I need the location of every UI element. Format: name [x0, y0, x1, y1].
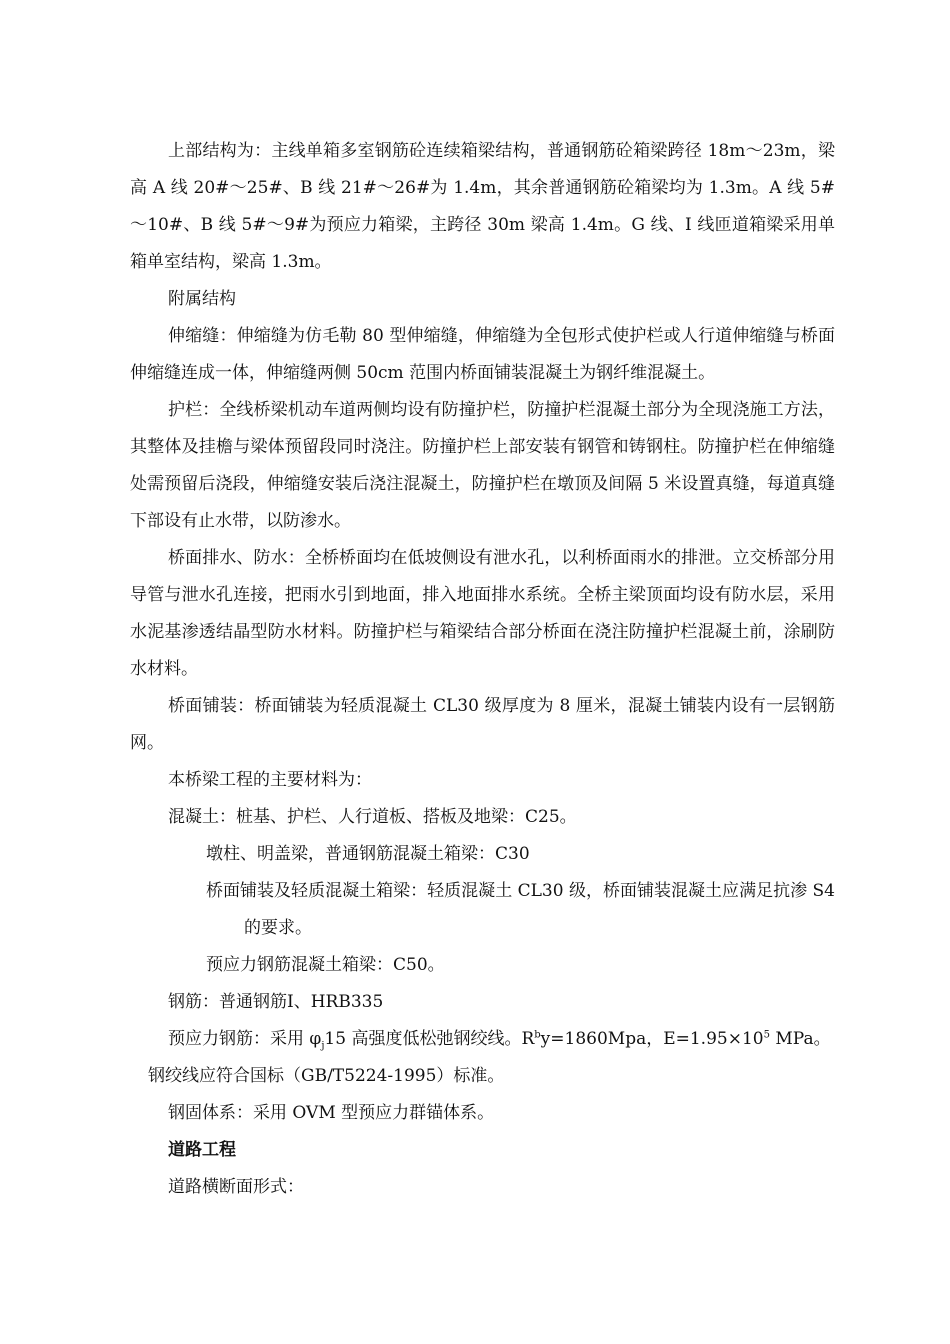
exponent-superscript: 5: [763, 1029, 770, 1041]
paragraph-guardrail: 护栏：全线桥梁机动车道两侧均设有防撞护栏，防撞护栏混凝土部分为全现浇施工方法，其整体及挂檐与梁体预留段同时浇注。防撞护栏上部安装有钢管和铸钢柱。防撞护栏在伸缩缝处需预留后浇段，伸缩缝安装后浇注混凝土，防撞护栏在墩顶及间隔 5 米设置真缝，每道真缝下部设有止水带，以防渗水。: [130, 400, 835, 531]
paragraph-superstructure: 上部结构为：主线单箱多室钢筋砼连续箱梁结构，普通钢筋砼箱梁跨径 18m～23m，梁高 A 线 20#～25#、B 线 21#～26#为 1.4m，其余普通钢筋砼箱梁均为 1.3m。A 线 5#～10#、B 线 5#～9#为预应力箱梁，主跨径 30m 梁高 1.4m。G 线、I 线匝道箱梁采用单箱单室结构，梁高 1.3m。: [130, 141, 835, 272]
phi-subscript: j: [321, 1040, 325, 1052]
paragraph-pier-columns: 墩柱、明盖梁，普通钢筋混凝土箱梁：C30: [206, 844, 530, 864]
paragraph-rebar: 钢筋：普通钢筋Ⅰ、HRB335: [168, 992, 384, 1012]
paragraph-prestressed-steel: [130, 1021, 835, 1058]
prestressed-text-a: 预应力钢筋：采用 φ: [168, 1029, 322, 1049]
prestressed-text-d: MPa。: [769, 1029, 831, 1049]
paragraph-anchorage: 钢固体系：采用 OVM 型预应力群锚体系。: [168, 1103, 495, 1123]
paragraph-strand-standard: 钢绞线应符合国标（GB/T5224-1995）标准。: [148, 1066, 505, 1086]
paragraph-expansion-joint: 伸缩缝：伸缩缝为仿毛勒 80 型伸缩缝，伸缩缝为全包形式使护栏或人行道伸缩缝与桥面伸缩缝连成一体，伸缩缝两侧 50cm 范围内桥面铺装混凝土为钢纤维混凝土。: [130, 326, 835, 383]
paragraph-concrete: 混凝土：桩基、护栏、人行道板、搭板及地梁：C25。: [168, 807, 577, 827]
prestressed-text-b: 15 高强度低松弛钢绞线。R: [324, 1029, 535, 1049]
paragraph-ancillary-heading: 附属结构: [168, 289, 236, 309]
paragraph-lightweight-concrete: 桥面铺装及轻质混凝土箱梁：轻质混凝土 CL30 级，桥面铺装混凝土应满足抗渗 S4 的要求。: [206, 881, 835, 938]
paragraph-drainage-waterproofing: 桥面排水、防水：全桥桥面均在低坡侧设有泄水孔，以利桥面雨水的排泄。立交桥部分用导管与泄水孔连接，把雨水引到地面，排入地面排水系统。全桥主梁顶面均设有防水层，采用水泥基渗透结晶型防水材料。防撞护栏与箱梁结合部分桥面在浇注防撞护栏混凝土前，涂刷防水材料。: [130, 548, 835, 679]
section-heading-road: 道路工程: [168, 1140, 236, 1160]
paragraph-materials-intro: 本桥梁工程的主要材料为：: [168, 770, 372, 790]
paragraph-road-cross-section: 道路横断面形式：: [168, 1177, 304, 1197]
prestressed-text-c: y=1860Mpa，E=1.95×10: [540, 1029, 764, 1049]
paragraph-prestressed-girder: 预应力钢筋混凝土箱梁：C50。: [206, 955, 445, 975]
r-superscript: b: [534, 1029, 541, 1041]
document-page: [130, 133, 835, 1206]
paragraph-deck-pavement: 桥面铺装：桥面铺装为轻质混凝土 CL30 级厚度为 8 厘米，混凝土铺装内设有一层钢筋网。: [130, 696, 835, 753]
